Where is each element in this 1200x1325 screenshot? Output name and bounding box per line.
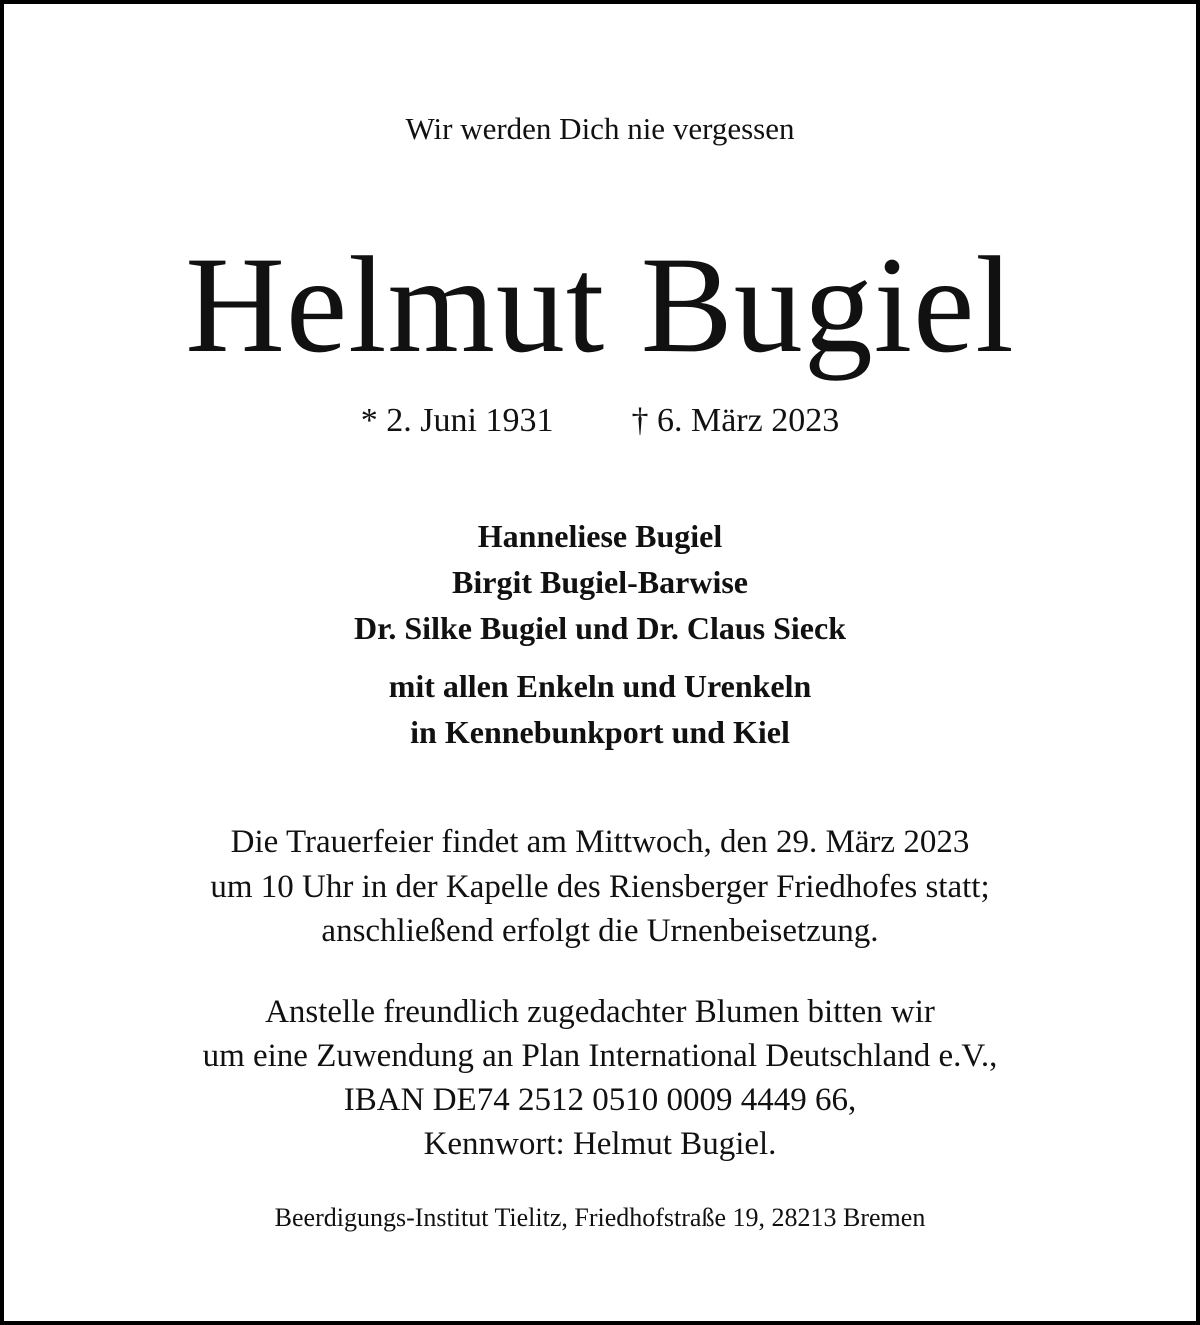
motto: Wir werden Dich nie vergessen: [405, 111, 795, 146]
mourner-extended: mit allen Enkeln und Urenkeln: [388, 668, 812, 704]
funeral-home: Beerdigungs-Institut Tielitz, Friedhofstraße 19, 28213 Bremen: [274, 1203, 926, 1232]
mourner-extended: in Kennebunkport und Kiel: [410, 714, 790, 750]
ceremony-line: anschließend erfolgt die Urnenbeisetzung.: [321, 913, 879, 949]
mourner-name: Hanneliese Bugiel: [477, 518, 723, 554]
ceremony-line: um 10 Uhr in der Kapelle des Riensberger Friedhofes statt;: [210, 869, 990, 905]
death-date: † 6. März 2023: [631, 402, 840, 439]
donation-iban: IBAN DE74 2512 0510 0009 4449 66,: [343, 1082, 857, 1118]
life-dates: [0, 404, 1200, 438]
mourner-name: Birgit Bugiel-Barwise: [452, 564, 748, 600]
mourner-name: Dr. Silke Bugiel und Dr. Claus Sieck: [354, 610, 846, 646]
donation-line: Anstelle freundlich zugedachter Blumen bitten wir: [265, 994, 935, 1030]
ceremony-line: Die Trauerfeier findet am Mittwoch, den 29. März 2023: [230, 824, 970, 860]
birth-date: * 2. Juni 1931: [360, 402, 554, 439]
deceased-name: Helmut Bugiel: [185, 228, 1015, 381]
donation-line: um eine Zuwendung an Plan International Deutschland e.V.,: [202, 1038, 998, 1074]
donation-keyword: Kennwort: Helmut Bugiel.: [423, 1126, 777, 1162]
